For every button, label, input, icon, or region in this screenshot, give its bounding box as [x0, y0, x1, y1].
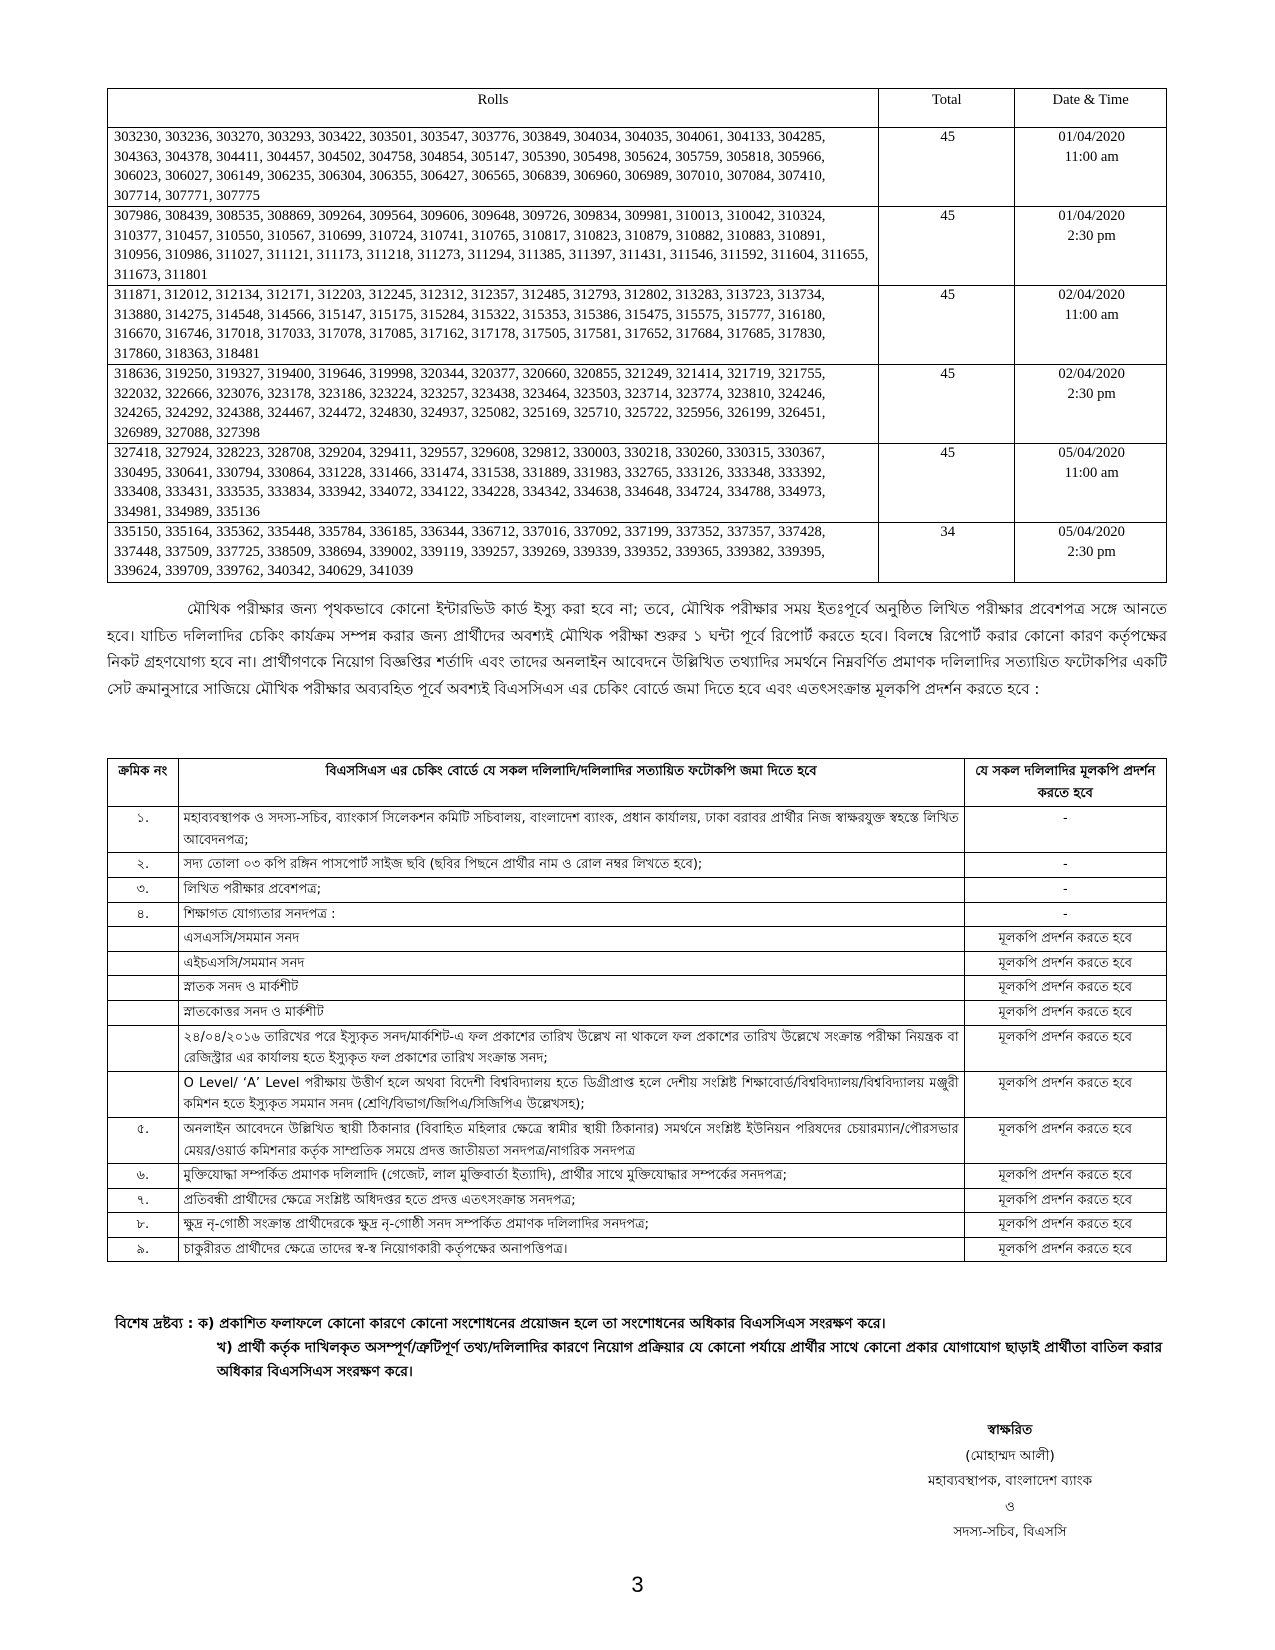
original-cell: মূলকপি প্রদর্শন করতে হবে: [964, 1237, 1166, 1262]
total-cell: 45: [879, 207, 1015, 286]
rolls-cell: 311871, 312012, 312134, 312171, 312203, 312245, 312312, 312357, 312485, 312793, 312802, 313283, 313723, 313734, 313880, 314275, 314548, 314566, 315147, 315175, 315284, 315322, 315353, 315386, 315475, 315575, 315777, 316180, 316670, 316746, 317018, 317033, 317078, 317085, 317162, 317178, 317505, 317581, 317652, 317684, 317685, 317830, 317860, 318363, 318481: [108, 286, 879, 365]
original-cell: মূলকপি প্রদর্শন করতে হবে: [964, 1164, 1166, 1189]
datetime-cell: [1015, 286, 1167, 365]
serial-cell: ৭.: [108, 1188, 179, 1213]
date-text: 05/04/2020: [1058, 445, 1125, 461]
date-text: 02/04/2020: [1058, 287, 1125, 303]
serial-cell: [108, 1000, 179, 1025]
date-text: 01/04/2020: [1058, 129, 1125, 145]
datetime-cell: [1015, 523, 1167, 583]
serial-cell: ৯.: [108, 1237, 179, 1262]
document-cell: চাকুরীরত প্রার্থীদের ক্ষেত্রে তাদের স্ব-স্ব নিয়োগকারী কর্তৃপক্ষের অনাপত্তিপত্র।: [178, 1237, 964, 1262]
documents-table-body: [108, 807, 1167, 1262]
table-row: [108, 976, 1167, 1001]
document-cell: এসএসসি/সমমান সনদ: [178, 927, 964, 952]
table-row: [108, 128, 1167, 207]
table-row: [108, 902, 1167, 927]
datetime-cell: [1015, 128, 1167, 207]
rolls-cell: 307986, 308439, 308535, 308869, 309264, 309564, 309606, 309648, 309726, 309834, 309981, 310013, 310042, 310324, 310377, 310457, 310550, 310567, 310699, 310724, 310741, 310765, 310817, 310823, 310879, 310882, 310883, 310891, 310956, 310986, 311027, 311121, 311173, 311218, 311273, 311294, 311385, 311397, 311431, 311546, 311592, 311604, 311655, 311673, 311801: [108, 207, 879, 286]
table-row: [108, 1071, 1167, 1117]
table-row: [108, 1025, 1167, 1071]
time-text: 2:30 pm: [1067, 227, 1116, 244]
date-text: 02/04/2020: [1058, 366, 1125, 382]
serial-cell: ৪.: [108, 902, 179, 927]
document-cell: প্রতিবন্ধী প্রার্থীদের ক্ষেত্রে সংশ্লিষ্ট অধিদপ্তর হতে প্রদত্ত এতৎসংক্রান্ত সনদপত্র;: [178, 1188, 964, 1213]
datetime-cell: [1015, 444, 1167, 523]
serial-cell: ৮.: [108, 1213, 179, 1238]
datetime-header: Date & Time: [1015, 89, 1167, 128]
original-cell: মূলকপি প্রদর্শন করতে হবে: [964, 1188, 1166, 1213]
signatory-and: ও: [1005, 1498, 1015, 1515]
original-cell: মূলকপি প্রদর্শন করতে হবে: [964, 1117, 1166, 1163]
document-cell: এইচএসসি/সমমান সনদ: [178, 951, 964, 976]
document-cell: লিখিত পরীক্ষার প্রবেশপত্র;: [178, 877, 964, 902]
table-row: [108, 853, 1167, 878]
document-cell: O Level/ ‘A’ Level পরীক্ষায় উত্তীর্ণ হলে অথবা বিদেশী বিশ্ববিদ্যালয় হতে ডিগ্রীপ্রাপ্ত হলে দেশীয় সংশ্লিষ্ট শিক্ষাবোর্ড/বিশ্ববিদ্যালয়/বিশ্ববিদ্যালয় মঞ্জুরী কমিশন হতে ইস্যুকৃত সমমান সনদ (শ্রেণি/বিভাগ/জিপিএ/সিজিপিএ উল্লেখসহ);: [178, 1071, 964, 1117]
rolls-table-header: [108, 89, 1167, 128]
original-cell: মূলকপি প্রদর্শন করতে হবে: [964, 1213, 1166, 1238]
serial-cell: ২.: [108, 853, 179, 878]
document-cell: শিক্ষাগত যোগ্যতার সনদপত্র :: [178, 902, 964, 927]
time-text: 11:00 am: [1064, 464, 1119, 481]
original-cell: মূলকপি প্রদর্শন করতে হবে: [964, 1025, 1166, 1071]
instructions-paragraph: মৌখিক পরীক্ষার জন্য পৃথকভাবে কোনো ইন্টারভিউ কার্ড ইস্যু করা হবে না; তবে, মৌখিক পরীক্ষার সময় ইতঃপূর্বে অনুষ্ঠিত লিখিত পরীক্ষার প্রবেশপত্র সঙ্গে আনতে হবে। যাচিত দলিলাদির চেকিং কার্যক্রম সম্পন্ন করার জন্য প্রার্থীদের অবশ্যই মৌখিক পরীক্ষা শুরুর ১ ঘন্টা পূর্বে রিপোর্ট করতে হবে। বিলম্বে রিপোর্ট করার কোনো কারণ কর্তৃপক্ষের নিকট গ্রহণযোগ্য হবে না। প্রার্থীগণকে নিয়োগ বিজ্ঞপ্তির শর্তাদি এবং তাদের অনলাইন আবেদনে উল্লিখিত তথ্যাদির সমর্থনে নিম্নবর্ণিত প্রমাণক দলিলাদির সত্যায়িত ফটোকপির একটি সেট ক্রমানুসারে সাজিয়ে মৌখিক পরীক্ষার অব্যবহিত পূর্বে অবশ্যই বিএসসিএস এর চেকিং বোর্ডে জমা দিতে হবে এবং এতৎসংক্রান্ত মূলকপি প্রদর্শন করতে হবে :: [107, 600, 1167, 698]
serial-cell: [108, 976, 179, 1001]
signatory-name: (মোহাম্মদ আলী): [965, 1447, 1055, 1464]
serial-cell: [108, 1071, 179, 1117]
datetime-cell: [1015, 365, 1167, 444]
serial-cell: ৩.: [108, 877, 179, 902]
table-row: [108, 1188, 1167, 1213]
table-row: [108, 927, 1167, 952]
rolls-cell: 303230, 303236, 303270, 303293, 303422, 303501, 303547, 303776, 303849, 304034, 304035, 304061, 304133, 304285, 304363, 304378, 304411, 304457, 304502, 304758, 304854, 305147, 305390, 305498, 305624, 305759, 305818, 305966, 306023, 306027, 306149, 306235, 306304, 306355, 306427, 306565, 306839, 306960, 306989, 307010, 307084, 307410, 307714, 307771, 307775: [108, 128, 879, 207]
total-header: Total: [879, 89, 1015, 128]
time-text: 2:30 pm: [1067, 543, 1116, 560]
original-cell: -: [964, 902, 1166, 927]
signature-block: [880, 1418, 1140, 1546]
documents-header: বিএসসিএস এর চেকিং বোর্ডে যে সকল দলিলাদি/দলিলাদির সত্যায়িত ফটোকপি জমা দিতে হবে: [178, 759, 964, 807]
serial-cell: ১.: [108, 807, 179, 853]
original-cell: মূলকপি প্রদর্শন করতে হবে: [964, 951, 1166, 976]
serial-cell: ৫.: [108, 1117, 179, 1163]
rolls-cell: 318636, 319250, 319327, 319400, 319646, 319998, 320344, 320377, 320660, 320855, 321249, 321414, 321719, 321755, 322032, 322666, 323076, 323178, 323186, 323224, 323257, 323438, 323464, 323503, 323714, 323774, 323810, 324246, 324265, 324292, 324388, 324467, 324472, 324830, 324937, 325082, 325169, 325710, 325722, 325956, 326199, 326451, 326989, 327088, 327398: [108, 365, 879, 444]
total-cell: 45: [879, 444, 1015, 523]
original-cell: -: [964, 853, 1166, 878]
table-row: [108, 286, 1167, 365]
table-row: [108, 807, 1167, 853]
table-row: [108, 365, 1167, 444]
document-cell: স্নাতকোত্তর সনদ ও মার্কশীট: [178, 1000, 964, 1025]
serial-cell: [108, 927, 179, 952]
original-cell: -: [964, 877, 1166, 902]
document-cell: সদ্য তোলা ০৩ কপি রঙ্গিন পাসপোর্ট সাইজ ছবি (ছবির পিছনে প্রার্থীর নাম ও রোল নম্বর লিখতে হবে);: [178, 853, 964, 878]
time-text: 11:00 am: [1064, 306, 1119, 323]
total-cell: 45: [879, 286, 1015, 365]
note-b: খ) প্রার্থী কর্তৃক দাখিলকৃত অসম্পূর্ণ/ত্রুটিপূর্ণ তথ্য/দলিলাদির কারণে নিয়োগ প্রক্রিয়ার যে কোনো পর্যায়ে প্রার্থীর সাথে কোনো প্রকার যোগাযোগ ছাড়াই প্রার্থীতা বাতিল করার অধিকার বিএসসিএস সংরক্ষণ করে।: [217, 1340, 1163, 1380]
signatory-designation-1: মহাব্যবস্থাপক, বাংলাদেশ ব্যাংক: [927, 1473, 1093, 1489]
document-cell: ২৪/০৪/২০১৬ তারিখের পরে ইস্যুকৃত সনদ/মার্কশিট-এ ফল প্রকাশের তারিখ উল্লেখ না থাকলে ফল প্রকাশের তারিখ উল্লেখে সংক্রান্ত পরীক্ষা নিয়ন্ত্রক বা রেজিস্ট্রার এর কার্যালয় হতে ইস্যুকৃত ফল প্রকাশের তারিখ সংক্রান্ত সনদ;: [178, 1025, 964, 1071]
page-number: 3: [631, 1572, 644, 1597]
original-cell: মূলকপি প্রদর্শন করতে হবে: [964, 1000, 1166, 1025]
document-cell: অনলাইন আবেদনে উল্লিখিত স্থায়ী ঠিকানার (বিবাহিত মহিলার ক্ষেত্রে স্বামীর স্থায়ী ঠিকানার) সমর্থনে সংশ্লিষ্ট ইউনিয়ন পরিষদের চেয়ারম্যান/পৌরসভার মেয়র/ওয়ার্ড কমিশনার কর্তৃক সাম্প্রতিক সময়ে প্রদত্ত জাতীয়তা সনদপত্র/নাগরিক সনদপত্র: [178, 1117, 964, 1163]
total-cell: 34: [879, 523, 1015, 583]
rolls-cell: 335150, 335164, 335362, 335448, 335784, 336185, 336344, 336712, 337016, 337092, 337199, 337352, 337357, 337428, 337448, 337509, 337725, 338509, 338694, 339002, 339119, 339257, 339269, 339339, 339352, 339365, 339382, 339395, 339624, 339709, 339762, 340342, 340629, 341039: [108, 523, 879, 583]
document-cell: মুক্তিযোদ্ধা সম্পর্কিত প্রমাণক দলিলাদি (গেজেট, লাল মুক্তিবার্তা ইত্যাদি), প্রার্থীর সাথে মুক্তিযোদ্ধার সম্পর্কের সনদপত্র;: [178, 1164, 964, 1189]
table-row: [108, 1000, 1167, 1025]
serial-cell: ৬.: [108, 1164, 179, 1189]
table-row: [108, 1164, 1167, 1189]
documents-table-header: [108, 759, 1167, 807]
date-text: 01/04/2020: [1058, 208, 1125, 224]
rolls-table: [107, 88, 1167, 583]
document-cell: ক্ষুদ্র নৃ-গোষ্ঠী সংক্রান্ত প্রার্থীদেরকে ক্ষুদ্র নৃ-গোষ্ঠী সনদ সম্পর্কিত প্রমাণক দলিলাদির সনদপত্র;: [178, 1213, 964, 1238]
time-text: 2:30 pm: [1067, 385, 1116, 402]
table-row: [108, 951, 1167, 976]
date-text: 05/04/2020: [1058, 524, 1125, 540]
special-notes: [115, 1312, 1165, 1384]
originals-header: যে সকল দলিলাদির মূলকপি প্রদর্শন করতে হবে: [964, 759, 1166, 807]
total-cell: 45: [879, 128, 1015, 207]
table-row: [108, 1237, 1167, 1262]
serial-header: ক্রমিক নং: [108, 759, 179, 807]
datetime-cell: [1015, 207, 1167, 286]
original-cell: মূলকপি প্রদর্শন করতে হবে: [964, 927, 1166, 952]
signatory-designation-2: সদস্য-সচিব, বিএসসি: [953, 1524, 1067, 1540]
rolls-header: Rolls: [108, 89, 879, 128]
serial-cell: [108, 951, 179, 976]
table-row: [108, 1117, 1167, 1163]
original-cell: -: [964, 807, 1166, 853]
table-row: [108, 1213, 1167, 1238]
serial-cell: [108, 1025, 179, 1071]
rolls-table-body: [108, 128, 1167, 583]
time-text: 11:00 am: [1064, 148, 1119, 165]
original-cell: মূলকপি প্রদর্শন করতে হবে: [964, 976, 1166, 1001]
document-cell: স্নাতক সনদ ও মার্কশীট: [178, 976, 964, 1001]
table-row: [108, 444, 1167, 523]
document-cell: মহাব্যবস্থাপক ও সদস্য-সচিব, ব্যাংকার্স সিলেকশন কমিটি সচিবালয়, বাংলাদেশ ব্যাংক, প্রধান কার্যালয়, ঢাকা বরাবর প্রার্থীর নিজ স্বাক্ষরযুক্ত স্বহস্তে লিখিত আবেদনপত্র;: [178, 807, 964, 853]
original-cell: মূলকপি প্রদর্শন করতে হবে: [964, 1071, 1166, 1117]
total-cell: 45: [879, 365, 1015, 444]
signed-label: স্বাক্ষরিত: [987, 1422, 1033, 1438]
documents-table: [107, 758, 1167, 1262]
table-row: [108, 207, 1167, 286]
rolls-cell: 327418, 327924, 328223, 328708, 329204, 329411, 329557, 329608, 329812, 330003, 330218, 330260, 330315, 330367, 330495, 330641, 330794, 330864, 331228, 331466, 331474, 331538, 331889, 331983, 332765, 333126, 333348, 333392, 333408, 333431, 333535, 333834, 333942, 334072, 334122, 334228, 334342, 334638, 334648, 334724, 334788, 334973, 334981, 334989, 335136: [108, 444, 879, 523]
table-row: [108, 877, 1167, 902]
table-row: [108, 523, 1167, 583]
note-a: বিশেষ দ্রষ্টব্য : ক) প্রকাশিত ফলাফলে কোনো কারণে কোনো সংশোধনের প্রয়োজন হলে তা সংশোধনের অধিকার বিএসসিএস সংরক্ষণ করে।: [115, 1316, 886, 1332]
